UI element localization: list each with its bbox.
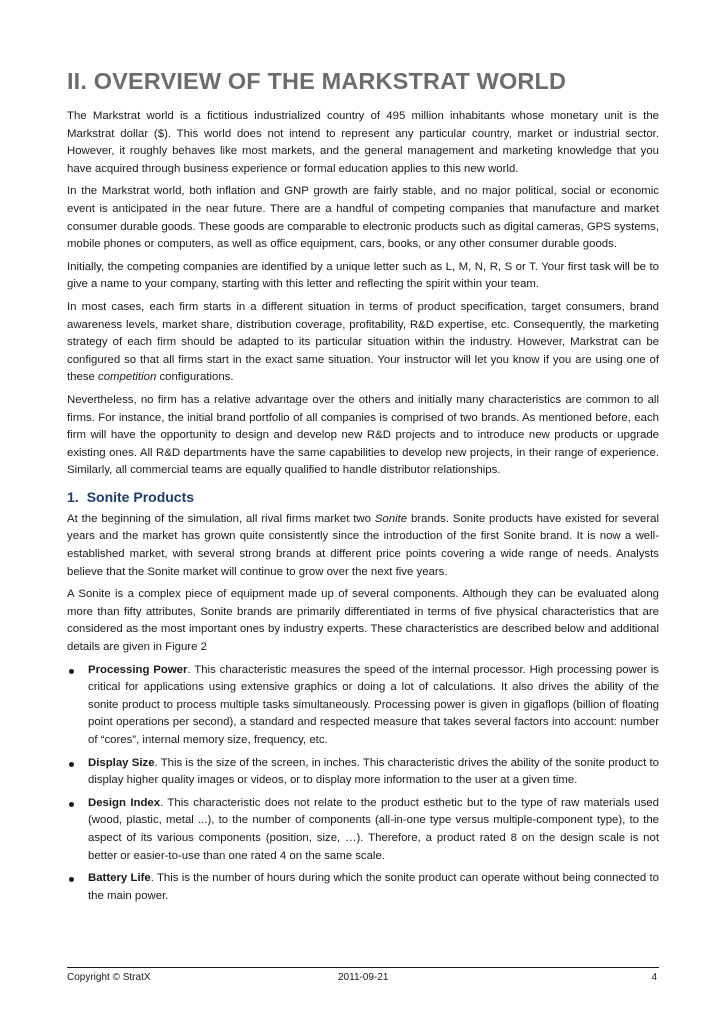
- page-heading: II. OVERVIEW OF THE MARKSTRAT WORLD: [67, 68, 567, 94]
- bullet-icon: [69, 877, 74, 882]
- section-number: 1.: [67, 488, 79, 505]
- characteristics-list: [67, 662, 659, 906]
- paragraph-common-characteristics: Nevertheless, no firm has a relative advantage over the others and initially many characteristics are common to all firms. For instance, the initial brand portfolio of all companies is comprised of two brands. As mentioned before, each firm will have the opportunity to design and develop new R&D projects and to introduce new products or upgrade existing ones. All R&D departments have the same capabilities to develop new projects, in their range of experience. Similarly, all commercial teams are equally qualified to handle distributor relationships.: [67, 393, 659, 477]
- section-heading-sonite: [67, 487, 659, 507]
- paragraph-text: brands. Sonite products have existed for several years and the market has grown quite consistently since the introduction of the first Sonite brand. It is now a well-established market, with several strong brands at different price points covering a wide range of needs. Analysts believe that the Sonite market will continue to grow over the next five years.: [67, 512, 659, 578]
- paragraph-sonite-intro: [67, 511, 659, 581]
- list-item-text: . This characteristic does not relate to the product esthetic but to the type of raw materials used (wood, plastic, metal ...), to the number of components (all-in-one type versus multiple-component type), to the aspect of its various components (position, size, …). Therefore, a product rated 8 on the design scale is not better or easier-to-use than one rated 4 on the same scale.: [88, 796, 659, 862]
- list-item-design-index: [67, 795, 659, 865]
- document-body: [67, 108, 659, 910]
- bullet-icon: [69, 802, 74, 807]
- paragraph-text: configurations.: [156, 371, 234, 384]
- footer-date: 2011-09-21: [338, 972, 389, 983]
- bullet-icon: [69, 669, 74, 674]
- list-item-term: Design Index: [88, 796, 161, 809]
- list-item-text: . This characteristic measures the speed of the internal processor. High processing power is critical for applications using extensive graphics or doing a lot of calculations. It also drives the ability of the sonite product to process multiple tasks simultaneously. Processing power is given in gigaflops (billion of floating point operations per second), a standard and respected measure that takes several factors into account: number of “cores”, internal memory size, frequency, etc.: [88, 663, 659, 746]
- footer-divider: [67, 967, 659, 968]
- paragraph-starting-situation: [67, 299, 659, 387]
- list-item-text: . This is the number of hours during which the sonite product can operate without being connected to the main power.: [88, 872, 660, 902]
- list-item-display-size: [67, 755, 659, 790]
- list-item-battery-life: [67, 870, 659, 905]
- paragraph-text: In most cases, each firm starts in a different situation in terms of product specification, target consumers, brand awareness levels, market share, distribution coverage, profitability, R&D expertise, etc. Consequently, the marketing strategy of each firm should be adapted to its particular situation within the industry. However, Markstrat can be configured so that all firms start in the exact same situation. Your instructor will let you know if you are using one of these: [67, 300, 659, 384]
- list-item-text: . This is the size of the screen, in inches. This characteristic drives the ability of the sonite product to display higher quality images or videos, or to display more information to the user at a given time.: [88, 756, 659, 787]
- paragraph-sonite-components: A Sonite is a complex piece of equipment made up of several components. Although they can be evaluated along more than fifty attributes, Sonite brands are primarily differentiated in terms of five physical characteristics that are considered as the most important ones by industry experts. These characteristics are described below and additional details are given in Figure 2: [67, 588, 659, 654]
- paragraph-company-letters: Initially, the competing companies are identified by a unique letter such as L, M, N, R, S or T. Your first task will be to give a name to your company, starting with this letter and reflecting the spirit within your team.: [67, 260, 659, 291]
- paragraph-text: At the beginning of the simulation, all rival firms market two: [67, 512, 375, 525]
- list-item-processing-power: [67, 662, 659, 750]
- emphasis-competition: competition: [98, 371, 157, 384]
- footer-page-number: 4: [651, 972, 657, 983]
- list-item-term: Battery Life: [88, 872, 151, 885]
- paragraph-intro: The Markstrat world is a fictitious industrialized country of 495 million inhabitants whose monetary unit is the Markstrat dollar ($). This world does not intend to represent any particular country, market or industrial sector. However, it roughly behaves like most markets, and the general management and marketing knowledge that you have acquired through business experience or formal education applies to this new world.: [67, 110, 659, 175]
- emphasis-sonite: Sonite: [374, 512, 408, 525]
- bullet-icon: [69, 762, 74, 767]
- footer-copyright: Copyright © StratX: [67, 972, 151, 983]
- paragraph-economy: In the Markstrat world, both inflation and GNP growth are fairly stable, and no major political, social or economic event is anticipated in the near future. There are a handful of competing companies that manufacture and market consumer durable goods. These goods are comparable to electronic products such as digital cameras, GPS systems, mobile phones or computers, as well as office equipment, cars, books, or any other consumer durable goods.: [67, 185, 659, 251]
- section-title: Sonite Products: [86, 488, 195, 505]
- list-item-term: Processing Power: [88, 663, 188, 676]
- page-footer: [67, 972, 659, 988]
- list-item-term: Display Size: [88, 756, 155, 769]
